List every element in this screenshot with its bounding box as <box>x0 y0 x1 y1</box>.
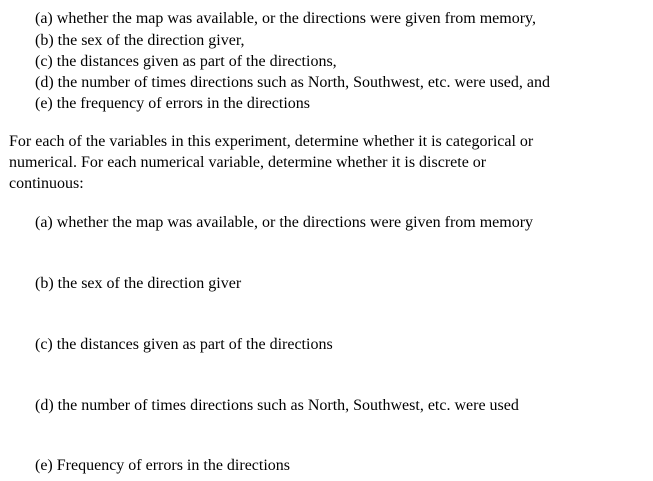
variable-item-c: (c) the distances given as part of the directions, <box>35 53 337 70</box>
instructions-line-3: continuous: <box>9 175 84 192</box>
instructions-line-1: For each of the variables in this experiment, determine whether it is categorical or <box>9 133 534 150</box>
variable-item-b: (b) the sex of the direction giver, <box>35 32 245 49</box>
question-d: (d) the number of times directions such as North, Southwest, etc. were used <box>35 397 519 414</box>
variable-item-e: (e) the frequency of errors in the directions <box>35 95 310 112</box>
question-a: (a) whether the map was available, or the directions were given from memory <box>35 214 534 231</box>
question-c: (c) the distances given as part of the directions <box>35 336 333 353</box>
question-b: (b) the sex of the direction giver <box>35 275 242 292</box>
question-e: (e) Frequency of errors in the directions <box>35 457 291 474</box>
instructions-line-2: numerical. For each numerical variable, determine whether it is discrete or <box>9 154 487 171</box>
variable-item-d: (d) the number of times directions such as North, Southwest, etc. were used, and <box>35 74 550 91</box>
variable-item-a: (a) whether the map was available, or the directions were given from memory, <box>35 10 536 27</box>
